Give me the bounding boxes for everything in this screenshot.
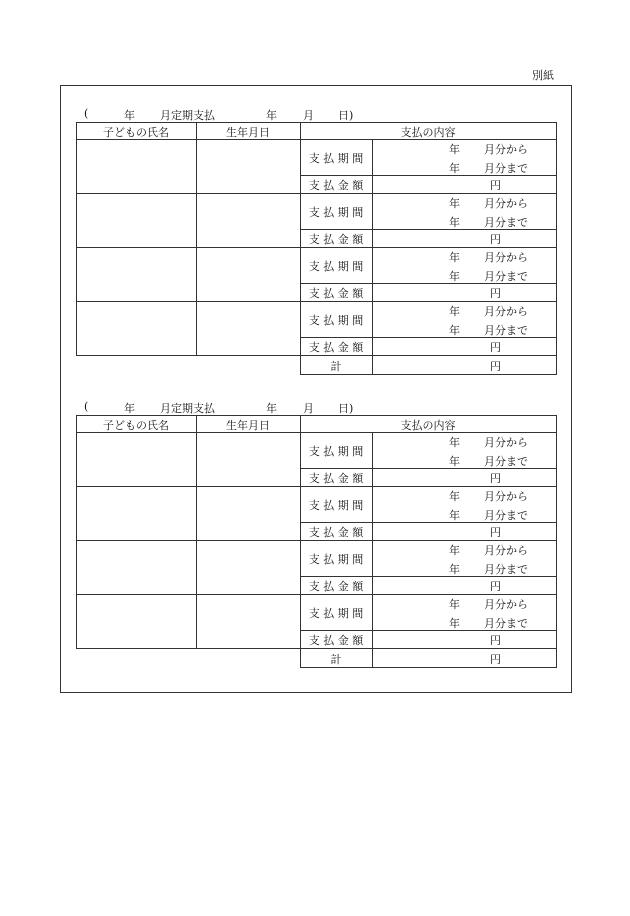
birth-date-cell	[196, 247, 301, 302]
period-from-month: 月分から	[484, 305, 528, 318]
payment-amount-value-cell	[372, 337, 557, 356]
payment-period-label: 支 払 期 間	[308, 260, 364, 273]
payment-period-value-cell	[372, 432, 557, 469]
open-paren: (	[84, 107, 89, 120]
section-heading	[0, 107, 630, 121]
period-to-month: 月分まで	[484, 617, 528, 630]
payment-amount-label: 支 払 金 額	[308, 472, 364, 485]
attachment-label: 別紙	[532, 69, 554, 82]
payment-period-label: 支 払 期 間	[308, 607, 364, 620]
child-name-cell	[76, 247, 197, 302]
period-from-month: 月分から	[484, 143, 528, 156]
header-birth-date-label: 生年月日	[226, 419, 270, 432]
header-payment-content-label: 支払の内容	[400, 126, 456, 139]
period-to-month: 月分まで	[484, 563, 528, 576]
year-label: 年	[124, 109, 135, 122]
payment-period-label: 支 払 期 間	[308, 553, 364, 566]
child-name-cell	[76, 193, 197, 248]
payment-amount-unit: 円	[490, 287, 501, 300]
total-label: 計	[330, 653, 342, 666]
payment-year-label: 年	[266, 109, 277, 122]
period-to-year: 年	[449, 216, 460, 229]
period-to-year: 年	[449, 563, 460, 576]
open-paren: (	[84, 400, 89, 413]
section-heading	[0, 400, 630, 414]
period-from-month: 月分から	[484, 598, 528, 611]
period-to-year: 年	[449, 455, 460, 468]
period-to-month: 月分まで	[484, 455, 528, 468]
birth-date-cell	[196, 486, 301, 541]
payment-amount-label: 支 払 金 額	[308, 341, 364, 354]
child-name-cell	[76, 139, 197, 194]
payment-period-value-cell	[372, 301, 557, 338]
child-name-cell	[76, 301, 197, 356]
period-from-year: 年	[449, 544, 460, 557]
period-from-year: 年	[449, 251, 460, 264]
period-from-month: 月分から	[484, 490, 528, 503]
period-to-year: 年	[449, 162, 460, 175]
payment-amount-unit: 円	[490, 580, 501, 593]
payment-period-value-cell	[372, 247, 557, 284]
payment-period-label: 支 払 期 間	[308, 206, 364, 219]
payment-amount-value-cell	[372, 229, 557, 248]
period-from-year: 年	[449, 305, 460, 318]
payment-period-label: 支 払 期 間	[308, 152, 364, 165]
period-to-year: 年	[449, 617, 460, 630]
payment-amount-label: 支 払 金 額	[308, 580, 364, 593]
period-to-month: 月分まで	[484, 324, 528, 337]
payment-month-label: 月	[303, 109, 314, 122]
regular-payment-label: 月定期支払	[160, 402, 215, 415]
period-to-month: 月分まで	[484, 270, 528, 283]
payment-amount-value-cell	[372, 576, 557, 595]
payment-amount-unit: 円	[490, 634, 501, 647]
payment-amount-value-cell	[372, 283, 557, 302]
payment-amount-unit: 円	[490, 526, 501, 539]
payment-amount-label: 支 払 金 額	[308, 233, 364, 246]
regular-payment-label: 月定期支払	[160, 109, 215, 122]
payment-amount-value-cell	[372, 175, 557, 194]
header-child-name-label: 子どもの氏名	[103, 419, 169, 432]
payment-period-label: 支 払 期 間	[308, 445, 364, 458]
payment-section	[0, 400, 630, 680]
payment-amount-label: 支 払 金 額	[308, 634, 364, 647]
period-from-month: 月分から	[484, 436, 528, 449]
total-unit: 円	[490, 653, 501, 666]
period-to-month: 月分まで	[484, 216, 528, 229]
payment-amount-label: 支 払 金 額	[308, 287, 364, 300]
payment-amount-unit: 円	[490, 179, 501, 192]
payment-amount-value-cell	[372, 468, 557, 487]
payment-amount-value-cell	[372, 630, 557, 649]
period-from-month: 月分から	[484, 197, 528, 210]
header-payment-content-label: 支払の内容	[400, 419, 456, 432]
payment-day-label: 日)	[338, 402, 354, 415]
payment-period-value-cell	[372, 594, 557, 631]
period-from-month: 月分から	[484, 544, 528, 557]
birth-date-cell	[196, 139, 301, 194]
period-to-year: 年	[449, 509, 460, 522]
period-from-year: 年	[449, 490, 460, 503]
payment-amount-label: 支 払 金 額	[308, 526, 364, 539]
payment-amount-value-cell	[372, 522, 557, 541]
year-label: 年	[124, 402, 135, 415]
birth-date-cell	[196, 432, 301, 487]
payment-amount-unit: 円	[490, 233, 501, 246]
payment-amount-unit: 円	[490, 472, 501, 485]
total-value-cell	[372, 355, 557, 375]
payment-month-label: 月	[303, 402, 314, 415]
child-name-cell	[76, 432, 197, 487]
payment-period-label: 支 払 期 間	[308, 314, 364, 327]
period-to-month: 月分まで	[484, 509, 528, 522]
child-name-cell	[76, 594, 197, 649]
header-child-name-label: 子どもの氏名	[103, 126, 169, 139]
payment-amount-label: 支 払 金 額	[308, 179, 364, 192]
payment-amount-unit: 円	[490, 341, 501, 354]
payment-day-label: 日)	[338, 109, 354, 122]
payment-period-value-cell	[372, 139, 557, 176]
total-label: 計	[330, 360, 342, 373]
header-birth-date-label: 生年月日	[226, 126, 270, 139]
payment-period-label: 支 払 期 間	[308, 499, 364, 512]
payment-period-value-cell	[372, 540, 557, 577]
total-unit: 円	[490, 360, 501, 373]
child-name-cell	[76, 540, 197, 595]
payment-period-value-cell	[372, 193, 557, 230]
birth-date-cell	[196, 301, 301, 356]
payment-period-value-cell	[372, 486, 557, 523]
period-to-month: 月分まで	[484, 162, 528, 175]
period-to-year: 年	[449, 270, 460, 283]
birth-date-cell	[196, 193, 301, 248]
total-value-cell	[372, 648, 557, 668]
payment-year-label: 年	[266, 402, 277, 415]
period-to-year: 年	[449, 324, 460, 337]
birth-date-cell	[196, 594, 301, 649]
period-from-year: 年	[449, 436, 460, 449]
child-name-cell	[76, 486, 197, 541]
birth-date-cell	[196, 540, 301, 595]
period-from-year: 年	[449, 143, 460, 156]
period-from-year: 年	[449, 197, 460, 210]
payment-section	[0, 107, 630, 387]
period-from-year: 年	[449, 598, 460, 611]
period-from-month: 月分から	[484, 251, 528, 264]
